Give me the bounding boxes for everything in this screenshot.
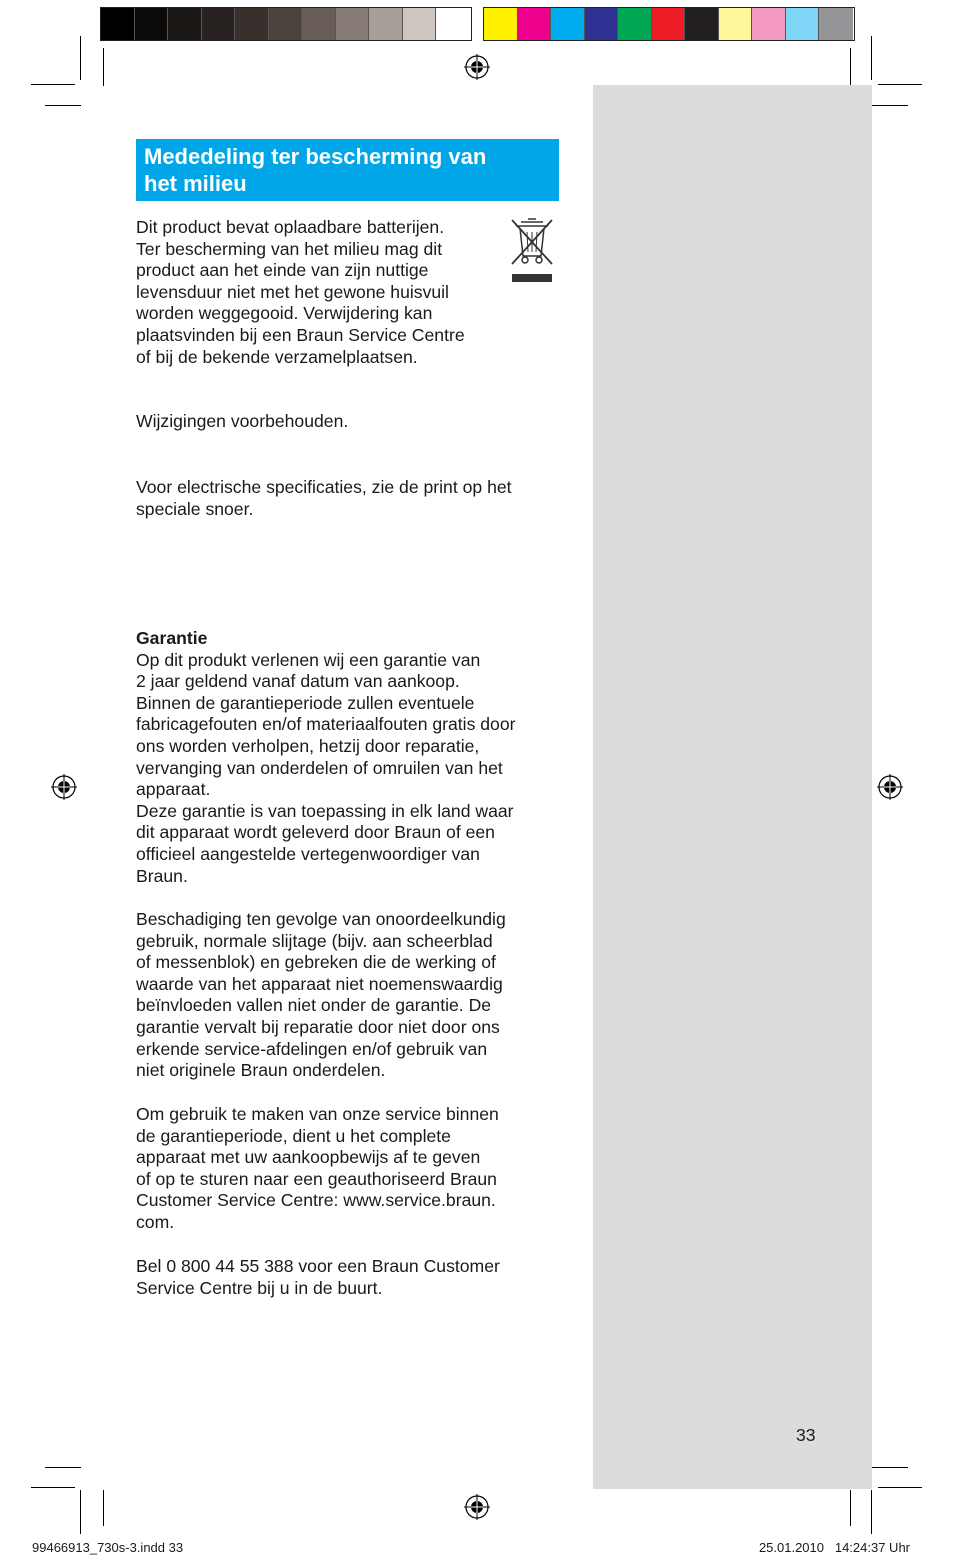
text-line: de garantieperiode, dient u het complete	[136, 1125, 451, 1146]
color-swatch	[202, 8, 236, 40]
text-line: Binnen de garantieperiode zullen eventuele	[136, 692, 475, 713]
text-line: vervanging van onderdelen of omruilen van het	[136, 757, 503, 778]
text-line: of op te sturen naar een geauthoriseerd Braun	[136, 1168, 497, 1189]
color-swatch	[618, 8, 652, 40]
text-line: officieel aangestelde vertegenwoordiger van	[136, 843, 480, 864]
sidebar-panel	[593, 85, 872, 1489]
process-color-bar	[483, 7, 855, 41]
text-line: ons worden verholpen, hetzij door reparatie,	[136, 735, 480, 756]
damage-exclusion-paragraph	[136, 909, 561, 1082]
color-swatch	[436, 8, 470, 40]
text-line: Deze garantie is van toepassing in elk land waar	[136, 800, 514, 821]
text-line: erkende service-afdelingen en/of gebruik van	[136, 1038, 488, 1059]
color-swatch	[269, 8, 303, 40]
text-line: Customer Service Centre: www.service.braun.	[136, 1190, 496, 1211]
text-line: of bij de bekende verzamelplaatsen.	[136, 346, 418, 367]
text-line: apparaat met uw aankoopbewijs af te geven	[136, 1147, 481, 1168]
date-slug: 25.01.2010 14:24:37 Uhr	[758, 1540, 910, 1555]
text-line: of messenblok) en gebreken die de werking of	[136, 952, 496, 973]
text-line: beïnvloeden vallen niet onder de garantie. De	[136, 995, 492, 1016]
text-line: gebruik, normale slijtage (bijv. aan scheerblad	[136, 930, 493, 951]
guarantee-paragraph	[136, 628, 561, 887]
text-line: Dit product bevat oplaadbare batterijen.	[136, 217, 445, 237]
color-swatch	[235, 8, 269, 40]
color-swatch	[551, 8, 585, 40]
color-swatch	[302, 8, 336, 40]
text-line: com.	[136, 1211, 175, 1232]
text-line: waarde van het apparaat niet noemenswaardig	[136, 973, 503, 994]
text-line: product aan het einde van zijn nuttige	[136, 260, 429, 281]
color-swatch	[685, 8, 719, 40]
text-line: Service Centre bij u in de buurt.	[136, 1277, 383, 1298]
guarantee-title: Garantie	[136, 628, 208, 648]
text-line: Om gebruik te maken van onze service binnen	[136, 1104, 499, 1124]
text-line: fabricagefouten en/of materiaalfouten gratis door	[136, 714, 516, 735]
service-paragraph	[136, 1104, 561, 1234]
title-line: Mededeling ter bescherming van	[144, 144, 487, 169]
color-swatch	[101, 8, 135, 40]
text-line: Bel 0 800 44 55 388 voor een Braun Customer	[136, 1256, 500, 1276]
color-swatch	[585, 8, 619, 40]
text-line: speciale snoer.	[136, 498, 254, 519]
crossed-out-wheelie-bin-icon	[509, 216, 555, 286]
file-slug: 99466913_730s-3.indd 33	[32, 1540, 184, 1555]
registration-mark-icon	[51, 774, 77, 800]
color-swatch	[752, 8, 786, 40]
text-line: Voor electrische specificaties, zie de print op het	[136, 477, 512, 497]
grey-color-bar	[100, 7, 472, 41]
color-swatch	[135, 8, 169, 40]
color-swatch	[652, 8, 686, 40]
color-swatch	[719, 8, 753, 40]
text-line: Beschadiging ten gevolge van onoordeelkundig	[136, 909, 506, 929]
color-swatch	[518, 8, 552, 40]
text-line: Braun.	[136, 865, 188, 886]
text-line: garantie vervalt bij reparatie door niet door ons	[136, 1016, 500, 1037]
color-swatch	[484, 8, 518, 40]
text-line: worden weggegooid. Verwijdering kan	[136, 303, 433, 324]
page-number: 33	[796, 1425, 816, 1445]
section-heading	[136, 139, 559, 201]
text-line: 2 jaar geldend vanaf datum van aankoop.	[136, 671, 460, 692]
text-line: apparaat.	[136, 779, 211, 800]
color-swatch	[168, 8, 202, 40]
changes-notice: Wijzigingen voorbehouden.	[136, 411, 349, 431]
section-title	[144, 143, 551, 197]
text-line: levensduur niet met het gewone huisvuil	[136, 281, 449, 302]
color-swatch	[403, 8, 437, 40]
text-line: niet originele Braun onderdelen.	[136, 1060, 386, 1081]
color-swatch	[786, 8, 820, 40]
registration-mark-icon	[877, 774, 903, 800]
text-line: Op dit produkt verlenen wij een garantie van	[136, 649, 481, 670]
battery-disposal-paragraph	[136, 217, 506, 368]
title-line: het milieu	[144, 171, 247, 196]
color-swatch	[819, 8, 853, 40]
text-line: plaatsvinden bij een Braun Service Centre	[136, 324, 465, 345]
spec-paragraph	[136, 477, 561, 520]
registration-mark-icon	[464, 1494, 490, 1520]
registration-mark-icon	[464, 54, 490, 80]
text-line: Ter bescherming van het milieu mag dit	[136, 238, 443, 259]
text-line: dit apparaat wordt geleverd door Braun of een	[136, 822, 495, 843]
color-swatch	[336, 8, 370, 40]
color-swatch	[369, 8, 403, 40]
contact-paragraph	[136, 1256, 561, 1299]
